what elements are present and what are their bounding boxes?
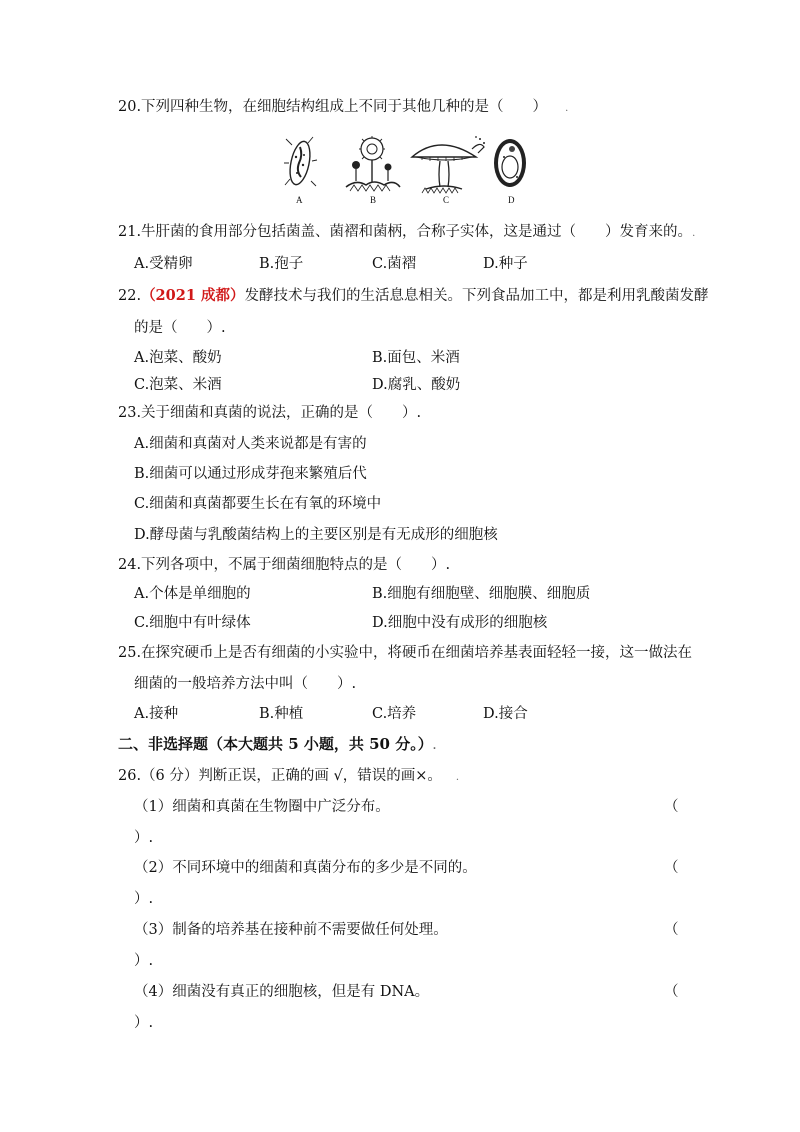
q21-option-b: B.孢子	[259, 256, 304, 272]
q22-stem	[118, 286, 708, 306]
q24-option-a: A.个体是单细胞的	[134, 586, 251, 602]
q23-option-d: D.酵母菌与乳酸菌结构上的主要区别是有无成形的细胞核	[134, 527, 498, 543]
figure-label-a: A	[296, 195, 303, 205]
section-title: 二、非选择题（本大题共 5 小题，共 50 分。）	[118, 735, 433, 753]
q23-option-a: A.细菌和真菌对人类来说都是有害的	[134, 436, 367, 452]
figure-d-yeast-cell	[494, 139, 526, 187]
q24-option-c: C.细胞中有叶绿体	[134, 615, 251, 631]
q26-text: 26.（6 分）判断正误，正确的画 √，错误的画×。	[118, 768, 442, 784]
q21-text: 21.牛肝菌的食用部分包括菌盖、菌褶和菌柄，合称子实体，这是通过（ ）发育来的。	[118, 224, 693, 240]
q20-figure	[280, 133, 542, 211]
q21-stem: 21.牛肝菌的食用部分包括菌盖、菌褶和菌柄，合称子实体，这是通过（ ）发育来的。.	[118, 224, 696, 240]
q21-option-d: D.种子	[483, 256, 528, 272]
q22-source-tag: （2021 成都）	[141, 287, 245, 304]
q22-stem-cont: 的是（ ）.	[134, 320, 226, 336]
q26-stem: 26.（6 分）判断正误，正确的画 √，错误的画×。 .	[118, 768, 460, 784]
q20-text: 20.下列四种生物，在细胞结构组成上不同于其他几种的是（ ）	[118, 99, 548, 115]
q25-option-a: A.接种	[134, 706, 179, 722]
figure-a-bacterium	[284, 137, 317, 186]
q24-stem: 24.下列各项中，不属于细菌细胞特点的是（ ）.	[118, 557, 451, 573]
organism-illustrations	[280, 133, 542, 195]
q22-option-c: C.泡菜、米酒	[134, 377, 222, 393]
q24-option-b: B.细胞有细胞壁、细胞膜、细胞质	[372, 586, 591, 602]
q22-text: 发酵技术与我们的生活息息相关。下列食品加工中，都是利用乳酸菌发酵	[244, 288, 709, 304]
q26-item-4-close-paren: ）.	[134, 1015, 154, 1031]
q25-option-c: C.培养	[372, 706, 417, 722]
q22-option-b: B.面包、米酒	[372, 350, 460, 366]
figure-label-b: B	[370, 195, 377, 205]
q25-option-d: D.接合	[483, 706, 528, 722]
q25-stem: 25.在探究硬币上是否有细菌的小实验中，将硬币在细菌培养基表面轻轻一接，这一做法在	[118, 645, 693, 661]
q25-stem-cont: 细菌的一般培养方法中叫（ ）.	[134, 676, 357, 692]
q26-item-4-open-paren: （	[664, 984, 679, 1000]
q21-option-a: A.受精卵	[134, 256, 193, 272]
q26-item-1: （1）细菌和真菌在生物圈中广泛分布。	[134, 799, 390, 815]
figure-label-d: D	[508, 195, 515, 205]
q23-option-c: C.细菌和真菌都要生长在有氧的环境中	[134, 496, 382, 512]
q26-item-3: （3）制备的培养基在接种前不需要做任何处理。	[134, 922, 448, 938]
q26-item-3-close-paren: ）.	[134, 953, 154, 969]
q23-stem: 23.关于细菌和真菌的说法，正确的是（ ）.	[118, 405, 422, 421]
q26-item-1-close-paren: ）.	[134, 830, 154, 846]
q22-number: 22.	[118, 288, 142, 304]
section-heading: 二、非选择题（本大题共 5 小题，共 50 分。）.	[118, 735, 437, 753]
q22-option-a: A.泡菜、酸奶	[134, 350, 222, 366]
q26-item-3-open-paren: （	[664, 922, 679, 938]
q21-option-c: C.菌褶	[372, 256, 417, 272]
q26-item-2-close-paren: ）.	[134, 891, 154, 907]
q23-option-b: B.细菌可以通过形成芽孢来繁殖后代	[134, 466, 367, 482]
figure-label-c: C	[443, 195, 450, 205]
q20-stem: 20.下列四种生物，在细胞结构组成上不同于其他几种的是（ ） .	[118, 99, 569, 115]
figure-b-mold	[346, 136, 400, 191]
q26-item-1-open-paren: （	[664, 799, 679, 815]
figure-c-mushroom	[412, 136, 485, 193]
q26-item-4: （4）细菌没有真正的细胞核，但是有 DNA。	[134, 984, 430, 1000]
q25-option-b: B.种植	[259, 706, 304, 722]
q26-item-2: （2）不同环境中的细菌和真菌分布的多少是不同的。	[134, 860, 477, 876]
q22-option-d: D.腐乳、酸奶	[372, 377, 461, 393]
q24-option-d: D.细胞中没有成形的细胞核	[372, 615, 548, 631]
q26-item-2-open-paren: （	[664, 860, 679, 876]
